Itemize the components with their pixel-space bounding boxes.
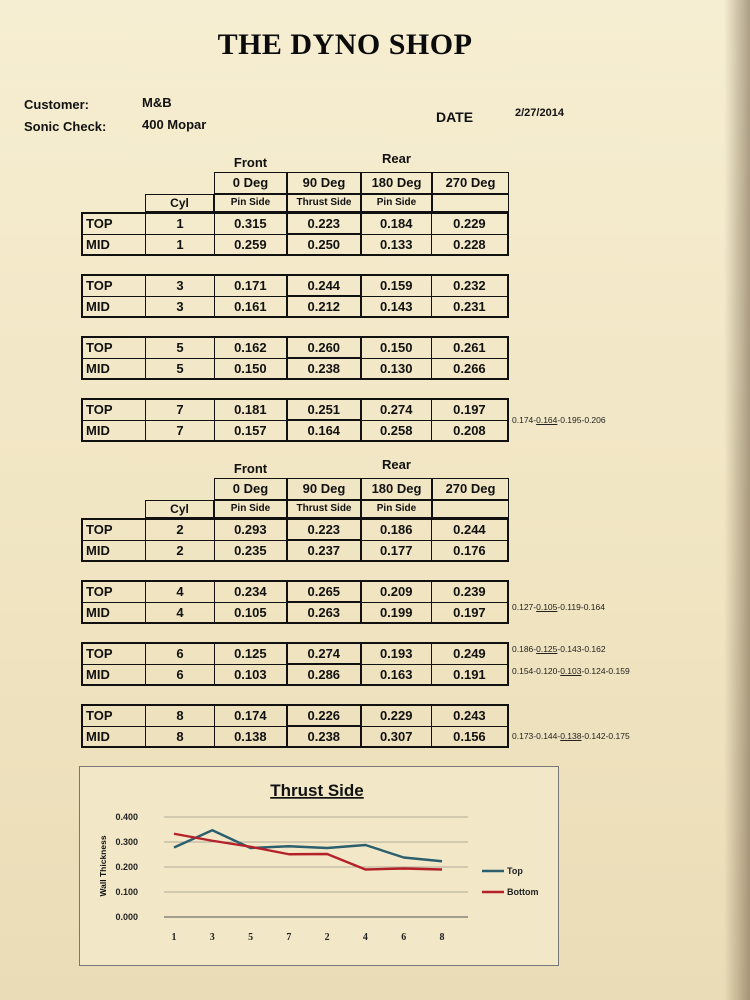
- top-table-pin-side-rear-header: Pin Side: [361, 194, 432, 212]
- deg90-cell: 0.164: [287, 420, 361, 441]
- table-row: [82, 705, 508, 726]
- chart-title: Thrust Side: [270, 781, 364, 800]
- bottom-table-header-deg180: 180 Deg: [361, 478, 432, 500]
- deg180-cell: 0.133: [361, 234, 432, 255]
- deg180-cell: 0.307: [361, 726, 432, 747]
- deg0-cell: 0.174: [214, 705, 287, 726]
- deg0-cell: 0.293: [214, 519, 287, 540]
- thrust-side-chart: [79, 766, 559, 966]
- deg0-cell: 0.161: [214, 296, 287, 317]
- table-row: [82, 358, 508, 379]
- bottom-table-blank-header: [432, 500, 509, 518]
- deg270-cell: 0.156: [431, 726, 508, 747]
- y-axis-label: Wall Thickness: [98, 835, 108, 897]
- deg270-cell: 0.239: [431, 581, 508, 602]
- table-row: [82, 234, 508, 255]
- table-row: [82, 213, 508, 234]
- table-row: [82, 275, 508, 296]
- deg0-cell: 0.235: [214, 540, 287, 561]
- table-row: [82, 540, 508, 561]
- bottom-table-rear-label: Rear: [382, 457, 411, 472]
- deg90-cell: 0.274: [287, 643, 361, 664]
- top-table-front-label: Front: [233, 155, 268, 170]
- top-table-header-deg180: 180 Deg: [361, 172, 432, 194]
- cyl-cell: 8: [146, 726, 215, 747]
- cyl-cell: 4: [146, 602, 215, 623]
- top-table-cyl-header: Cyl: [145, 194, 214, 212]
- deg90-cell: 0.238: [287, 358, 361, 379]
- cyl-cell: 1: [146, 234, 215, 255]
- top-table-thrust-side-header: Thrust Side: [287, 194, 361, 212]
- deg0-cell: 0.259: [214, 234, 287, 255]
- position-cell: TOP: [82, 705, 146, 726]
- page-title: THE DYNO SHOP: [217, 28, 473, 61]
- table-row: [82, 602, 508, 623]
- deg0-cell: 0.181: [214, 399, 287, 420]
- deg0-cell: 0.138: [214, 726, 287, 747]
- cyl-cell: 7: [146, 399, 215, 420]
- y-tick-label: 0.100: [115, 887, 138, 897]
- date-value: 2/27/2014: [515, 107, 564, 119]
- position-cell: MID: [82, 602, 146, 623]
- cylinder-group-1: [81, 212, 509, 256]
- bottom-table-header-deg0: 0 Deg: [214, 478, 287, 500]
- customer-value: M&B: [142, 95, 172, 110]
- deg270-cell: 0.244: [431, 519, 508, 540]
- deg0-cell: 0.125: [214, 643, 287, 664]
- deg180-cell: 0.143: [361, 296, 432, 317]
- y-tick-label: 0.000: [115, 912, 138, 922]
- position-cell: MID: [82, 664, 146, 685]
- bottom-table-thrust-side-header: Thrust Side: [287, 500, 361, 518]
- table-row: [82, 643, 508, 664]
- cylinder-group-7: [81, 398, 509, 442]
- bottom-table-front-label: Front: [233, 461, 268, 476]
- note-cyl8-mid: 0.173-0.144-0.138-0.142-0.175: [512, 731, 630, 741]
- y-tick-label: 0.400: [115, 812, 138, 822]
- position-cell: TOP: [82, 519, 146, 540]
- position-cell: TOP: [82, 581, 146, 602]
- series-line-bottom: [174, 834, 442, 870]
- deg180-cell: 0.199: [361, 602, 432, 623]
- table-row: [82, 296, 508, 317]
- position-cell: TOP: [82, 213, 146, 234]
- position-cell: MID: [82, 726, 146, 747]
- deg0-cell: 0.171: [214, 275, 287, 296]
- deg180-cell: 0.274: [361, 399, 432, 420]
- deg270-cell: 0.231: [431, 296, 508, 317]
- deg0-cell: 0.105: [214, 602, 287, 623]
- deg270-cell: 0.243: [431, 705, 508, 726]
- date-label: DATE: [436, 109, 474, 125]
- table-row: [82, 519, 508, 540]
- deg180-cell: 0.130: [361, 358, 432, 379]
- table-row: [82, 664, 508, 685]
- position-cell: TOP: [82, 643, 146, 664]
- deg90-cell: 0.226: [287, 705, 361, 726]
- table-row: [82, 581, 508, 602]
- x-tick-label: 4: [362, 932, 368, 943]
- deg90-cell: 0.251: [287, 399, 361, 420]
- cylinder-group-5: [81, 336, 509, 380]
- series-line-top: [174, 830, 442, 861]
- deg90-cell: 0.223: [287, 213, 361, 234]
- cylinder-group-2: [81, 518, 509, 562]
- note-cyl4-mid: 0.127-0.105-0.119-0.164: [512, 602, 605, 612]
- bottom-table-header-deg90: 90 Deg: [287, 478, 361, 500]
- deg180-cell: 0.193: [361, 643, 432, 664]
- y-tick-label: 0.300: [115, 837, 138, 847]
- bottom-table-cyl-header: Cyl: [145, 500, 214, 518]
- deg90-cell: 0.263: [287, 602, 361, 623]
- top-table-rear-label: Rear: [382, 151, 411, 166]
- deg270-cell: 0.261: [431, 337, 508, 358]
- cylinder-group-6: [81, 642, 509, 686]
- cyl-cell: 3: [146, 296, 215, 317]
- deg270-cell: 0.191: [431, 664, 508, 685]
- deg270-cell: 0.197: [431, 602, 508, 623]
- cyl-cell: 6: [146, 643, 215, 664]
- table-row: [82, 726, 508, 747]
- page-edge-shadow: [724, 0, 750, 1000]
- bottom-table-pin-side-rear-header: Pin Side: [361, 500, 432, 518]
- deg270-cell: 0.249: [431, 643, 508, 664]
- deg90-cell: 0.212: [287, 296, 361, 317]
- cylinder-group-3: [81, 274, 509, 318]
- x-tick-label: 8: [439, 932, 445, 943]
- deg0-cell: 0.234: [214, 581, 287, 602]
- x-tick-label: 2: [324, 932, 330, 943]
- top-table-pin-side-header: Pin Side: [214, 194, 287, 212]
- deg0-cell: 0.315: [214, 213, 287, 234]
- sonic-check-label: Sonic Check:: [24, 119, 107, 134]
- deg90-cell: 0.223: [287, 519, 361, 540]
- deg180-cell: 0.150: [361, 337, 432, 358]
- cyl-cell: 1: [146, 213, 215, 234]
- cylinder-group-4: [81, 580, 509, 624]
- legend-label-bottom: Bottom: [507, 887, 539, 897]
- deg270-cell: 0.266: [431, 358, 508, 379]
- cyl-cell: 4: [146, 581, 215, 602]
- note-cyl7-mid: 0.174-0.164-0.195-0.206: [512, 415, 606, 425]
- x-tick-label: 6: [401, 932, 407, 943]
- deg90-cell: 0.237: [287, 540, 361, 561]
- position-cell: MID: [82, 420, 146, 441]
- position-cell: MID: [82, 358, 146, 379]
- deg180-cell: 0.229: [361, 705, 432, 726]
- deg90-cell: 0.244: [287, 275, 361, 296]
- deg90-cell: 0.286: [287, 664, 361, 685]
- note-cyl6-top: 0.186-0.125-0.143-0.162: [512, 644, 606, 654]
- position-cell: TOP: [82, 275, 146, 296]
- cyl-cell: 7: [146, 420, 215, 441]
- top-table-header-deg270: 270 Deg: [432, 172, 509, 194]
- deg0-cell: 0.162: [214, 337, 287, 358]
- position-cell: MID: [82, 234, 146, 255]
- deg180-cell: 0.163: [361, 664, 432, 685]
- deg90-cell: 0.238: [287, 726, 361, 747]
- x-tick-label: 1: [171, 932, 177, 943]
- position-cell: MID: [82, 296, 146, 317]
- top-table-blank-header: [432, 194, 509, 212]
- cyl-cell: 5: [146, 337, 215, 358]
- deg270-cell: 0.197: [431, 399, 508, 420]
- top-table-header-deg0: 0 Deg: [214, 172, 287, 194]
- table-row: [82, 420, 508, 441]
- y-tick-label: 0.200: [115, 862, 138, 872]
- deg270-cell: 0.228: [431, 234, 508, 255]
- deg180-cell: 0.209: [361, 581, 432, 602]
- chart-svg: [80, 767, 558, 965]
- deg180-cell: 0.186: [361, 519, 432, 540]
- deg270-cell: 0.176: [431, 540, 508, 561]
- cyl-cell: 6: [146, 664, 215, 685]
- top-table-header-deg90: 90 Deg: [287, 172, 361, 194]
- cyl-cell: 3: [146, 275, 215, 296]
- table-row: [82, 399, 508, 420]
- position-cell: TOP: [82, 337, 146, 358]
- deg180-cell: 0.184: [361, 213, 432, 234]
- deg180-cell: 0.177: [361, 540, 432, 561]
- deg90-cell: 0.265: [287, 581, 361, 602]
- deg90-cell: 0.250: [287, 234, 361, 255]
- deg270-cell: 0.232: [431, 275, 508, 296]
- deg180-cell: 0.258: [361, 420, 432, 441]
- deg90-cell: 0.260: [287, 337, 361, 358]
- x-tick-label: 5: [248, 932, 254, 943]
- deg0-cell: 0.157: [214, 420, 287, 441]
- cyl-cell: 2: [146, 519, 215, 540]
- x-tick-label: 7: [286, 932, 292, 943]
- note-cyl6-mid: 0.154-0.120-0.103-0.124-0.159: [512, 666, 630, 676]
- cyl-cell: 2: [146, 540, 215, 561]
- table-row: [82, 337, 508, 358]
- deg0-cell: 0.150: [214, 358, 287, 379]
- deg270-cell: 0.229: [431, 213, 508, 234]
- sonic-check-value: 400 Mopar: [142, 117, 207, 132]
- position-cell: TOP: [82, 399, 146, 420]
- deg180-cell: 0.159: [361, 275, 432, 296]
- bottom-table-pin-side-header: Pin Side: [214, 500, 287, 518]
- deg0-cell: 0.103: [214, 664, 287, 685]
- x-tick-label: 3: [209, 932, 215, 943]
- legend-label-top: Top: [507, 866, 523, 876]
- cyl-cell: 8: [146, 705, 215, 726]
- bottom-table-header-deg270: 270 Deg: [432, 478, 509, 500]
- cylinder-group-8: [81, 704, 509, 748]
- customer-label: Customer:: [24, 97, 90, 112]
- position-cell: MID: [82, 540, 146, 561]
- deg270-cell: 0.208: [431, 420, 508, 441]
- cyl-cell: 5: [146, 358, 215, 379]
